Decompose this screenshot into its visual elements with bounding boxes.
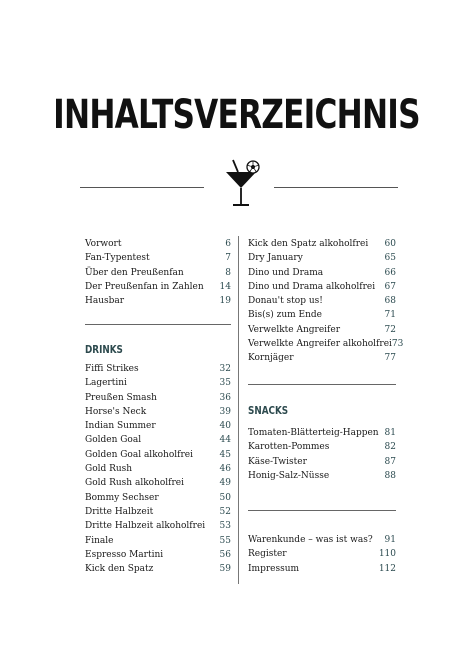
toc-entry[interactable] [85, 476, 231, 490]
toc-entry[interactable] [248, 533, 396, 547]
toc-page-number: 91 [384, 535, 396, 545]
toc-entry[interactable] [85, 294, 231, 308]
toc-entry-label: Hausbar [85, 296, 125, 307]
toc-entry[interactable] [85, 505, 231, 519]
toc-page-number: 6 [225, 239, 231, 249]
toc-entry[interactable] [248, 237, 396, 251]
toc-entry[interactable] [248, 469, 396, 483]
toc-entry-label: Espresso Martini [85, 549, 164, 560]
toc-entry-label: Finale [85, 535, 114, 546]
toc-entry[interactable] [248, 294, 396, 308]
toc-page-number: 49 [219, 478, 231, 489]
toc-entry[interactable] [85, 462, 231, 476]
toc-entry-label: Kornjäger [248, 353, 294, 364]
toc-entry-label: Fiffi Strikes [85, 364, 139, 374]
toc-right-drinks-continued [248, 237, 404, 366]
toc-page-number: 32 [219, 364, 231, 374]
toc-entry-label: Dritte Halbzeit alkoholfrei [85, 521, 206, 532]
column-divider [238, 236, 239, 584]
toc-right-snacks [248, 426, 396, 483]
toc-entry-label: Indian Summer [85, 421, 156, 432]
toc-entry-label: Kick den Spatz alkoholfrei [248, 239, 369, 249]
toc-page-number: 7 [225, 253, 231, 264]
toc-entry-label: Register [248, 549, 287, 560]
toc-entry[interactable] [248, 455, 396, 469]
toc-entry[interactable] [248, 266, 396, 280]
toc-entry-label: Golden Goal [85, 435, 142, 446]
toc-entry-label: Der Preußenfan in Zahlen [85, 281, 204, 292]
toc-page-number: 73 [391, 339, 404, 350]
toc-entry-label: Dry January [248, 253, 303, 264]
toc-page-number: 66 [384, 267, 396, 278]
toc-entry[interactable] [85, 534, 231, 548]
toc-entry-label: Kick den Spatz [85, 564, 154, 575]
toc-entry[interactable] [85, 391, 231, 405]
toc-entry-label: Horse's Neck [85, 406, 147, 417]
toc-page-number: 39 [219, 406, 231, 417]
toc-entry-label: Tomaten-Blätterteig-Happen [248, 428, 379, 438]
toc-page-number: 77 [384, 353, 396, 364]
toc-page-number: 56 [219, 549, 231, 560]
toc-entry-label: Fan-Typentest [85, 253, 150, 264]
toc-page-number: 68 [384, 296, 396, 307]
toc-page-number: 55 [219, 535, 231, 546]
toc-page-number: 112 [378, 563, 396, 574]
toc-right-appendix [248, 533, 396, 576]
toc-entry[interactable] [85, 433, 231, 447]
toc-page-number: 46 [219, 464, 231, 475]
toc-entry-label: Vorwort [85, 239, 122, 249]
toc-entry-label: Warenkunde – was ist was? [248, 535, 373, 545]
toc-page-number: 50 [219, 492, 231, 503]
title-rule-right [274, 187, 398, 188]
toc-entry[interactable] [248, 547, 396, 561]
toc-page-number: 110 [378, 549, 396, 560]
toc-page-number: 36 [219, 392, 231, 403]
toc-entry[interactable] [248, 337, 404, 351]
toc-page-number: 65 [384, 253, 396, 264]
toc-entry[interactable] [85, 519, 231, 533]
toc-page-number: 45 [219, 449, 231, 460]
toc-entry-label: Käse-Twister [248, 456, 307, 467]
toc-entry[interactable] [85, 405, 231, 419]
toc-page-number: 71 [384, 310, 396, 321]
toc-entry[interactable] [248, 280, 396, 294]
toc-entry[interactable] [248, 440, 396, 454]
toc-left-drinks [85, 362, 231, 576]
toc-entry[interactable] [248, 323, 396, 337]
toc-page-number: 8 [225, 267, 231, 278]
toc-entry[interactable] [85, 562, 231, 576]
toc-page-number: 14 [219, 281, 231, 292]
toc-entry-label: Verwelkte Angreifer alkoholfrei [248, 339, 392, 350]
toc-entry-label: Gold Rush alkoholfrei [85, 478, 185, 489]
toc-page-number: 59 [219, 564, 231, 575]
toc-entry[interactable] [85, 491, 231, 505]
toc-entry-label: Über den Preußenfan [85, 267, 184, 278]
toc-entry[interactable] [85, 419, 231, 433]
section-divider [248, 510, 396, 511]
toc-entry-label: Lagertini [85, 378, 127, 389]
toc-page-number: 52 [219, 506, 231, 517]
toc-entry-label: Bis(s) zum Ende [248, 310, 322, 321]
toc-page-number: 60 [384, 239, 396, 249]
toc-entry-label: Verwelkte Angreifer [248, 324, 340, 335]
toc-page-number: 72 [384, 324, 396, 335]
toc-page-number: 67 [384, 281, 396, 292]
toc-page-number: 82 [384, 442, 396, 453]
toc-entry-label: Gold Rush [85, 464, 133, 475]
toc-entry-label: Impressum [248, 563, 300, 574]
toc-page-number: 35 [219, 378, 231, 389]
toc-entry-label: Preußen Smash [85, 392, 157, 403]
toc-entry-label: Honig-Salz-Nüsse [248, 470, 330, 481]
toc-entry[interactable] [85, 362, 231, 376]
toc-page-number: 88 [384, 470, 396, 481]
toc-left-intro [85, 237, 231, 308]
toc-entry-label: Golden Goal alkoholfrei [85, 449, 193, 460]
toc-entry[interactable] [248, 562, 396, 576]
toc-entry[interactable] [248, 351, 396, 365]
toc-page-number: 53 [219, 521, 231, 532]
toc-entry[interactable] [85, 251, 231, 265]
toc-entry[interactable] [85, 266, 231, 280]
toc-page-number: 19 [219, 296, 231, 307]
toc-entry[interactable] [85, 548, 231, 562]
toc-page-number: 81 [384, 428, 396, 438]
section-heading-drinks: DRINKS [85, 343, 123, 356]
toc-entry[interactable] [85, 237, 231, 251]
section-divider [248, 384, 396, 385]
section-divider [85, 324, 231, 325]
cocktail-glass-with-soccer-ball-icon [223, 158, 263, 210]
toc-page-number: 87 [384, 456, 396, 467]
toc-page-number: 40 [219, 421, 231, 432]
toc-entry[interactable] [248, 251, 396, 265]
toc-entry[interactable] [248, 308, 396, 322]
toc-entry-label: Bommy Sechser [85, 492, 159, 503]
toc-entry-label: Donau't stop us! [248, 296, 323, 307]
toc-entry[interactable] [85, 376, 231, 390]
toc-entry-label: Karotten-Pommes [248, 442, 330, 453]
toc-entry[interactable] [85, 280, 231, 294]
toc-entry-label: Dritte Halbzeit [85, 506, 154, 517]
toc-entry[interactable] [85, 448, 231, 462]
page-title: INHALTSVERZEICHNIS [53, 92, 420, 138]
section-heading-snacks: SNACKS [248, 404, 289, 417]
toc-page-number: 44 [219, 435, 231, 446]
toc-entry-label: Dino und Drama alkoholfrei [248, 281, 376, 292]
toc-entry[interactable] [248, 426, 396, 440]
title-rule-left [80, 187, 204, 188]
toc-entry-label: Dino und Drama [248, 267, 324, 278]
